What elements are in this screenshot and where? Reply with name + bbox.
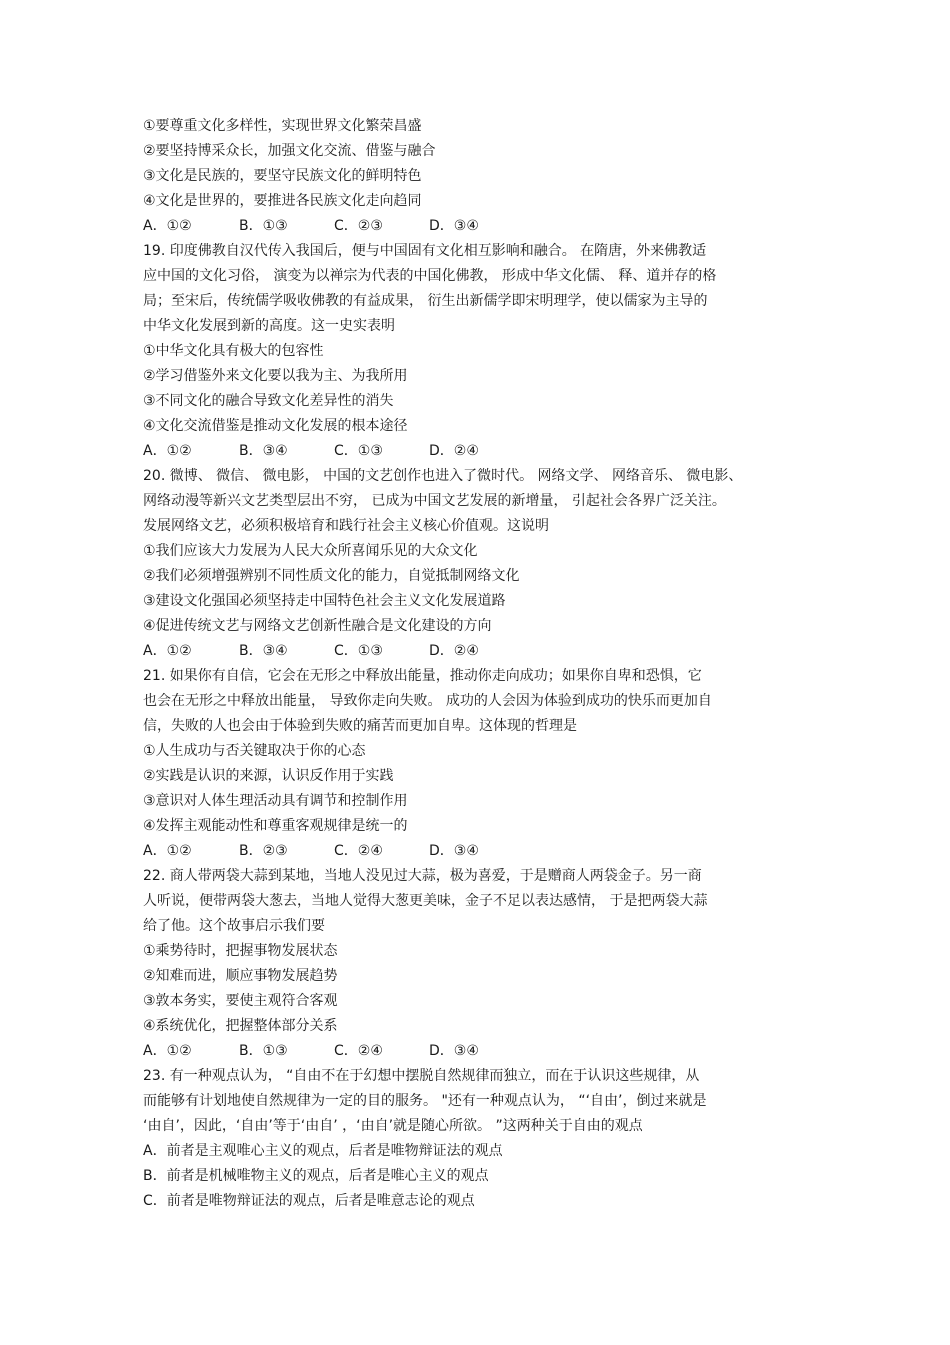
q19-option-d: D．②④	[429, 443, 479, 459]
q19-options	[143, 439, 823, 464]
q20-stem-line-3: 发展网络文艺，必须积极培育和践行社会主义核心价值观。这说明	[143, 518, 549, 534]
q18-option-a: A．①②	[143, 218, 192, 234]
q18-statement-2: ②要坚持博采众长，加强文化交流、借鉴与融合	[143, 143, 436, 159]
q21-statement-3: ③意识对人体生理活动具有调节和控制作用	[143, 793, 408, 809]
q19-option-a: A．①②	[143, 443, 192, 459]
q18-option-c: C．②③	[334, 218, 383, 234]
q21-option-a: A．①②	[143, 843, 192, 859]
q22-option-d: D．③④	[429, 1043, 479, 1059]
q22-options	[143, 1039, 823, 1064]
q19-statement-4: ④文化交流借鉴是推动文化发展的根本途径	[143, 418, 408, 434]
q21-statement-1: ①人生成功与否关键取决于你的心态	[143, 743, 366, 759]
q23-option-b: B．前者是机械唯物主义的观点，后者是唯心主义的观点	[143, 1168, 489, 1184]
q21-statement-4: ④发挥主观能动性和尊重客观规律是统一的	[143, 818, 408, 834]
q22-statement-3: ③敦本务实，要使主观符合客观	[143, 993, 338, 1009]
q21-option-b: B．②③	[239, 843, 288, 859]
q20-statement-1: ①我们应该大力发展为人民大众所喜闻乐见的大众文化	[143, 543, 478, 559]
q22-option-a: A．①②	[143, 1043, 192, 1059]
q19-statement-3: ③不同文化的融合导致文化差异性的消失	[143, 393, 394, 409]
q19-stem-line-1: 19. 印度佛教自汉代传入我国后，便与中国固有文化相互影响和融合。 在隋唐，外来佛教适	[143, 243, 707, 259]
q22-option-b: B．①③	[239, 1043, 288, 1059]
q19-option-c: C．①③	[334, 443, 383, 459]
q21-option-c: C．②④	[334, 843, 383, 859]
q19-option-b: B．③④	[239, 443, 288, 459]
q19-stem-line-2: 应中国的文化习俗， 演变为以禅宗为代表的中国化佛教， 形成中华文化儒、 释、道并存的格	[143, 268, 717, 284]
q22-statement-2: ②知难而进，顺应事物发展趋势	[143, 968, 338, 984]
q18-options	[143, 214, 823, 239]
page-content	[143, 114, 823, 1214]
q23-stem-line-1: 23. 有一种观点认为， “自由不在于幻想中摆脱自然规律而独立，而在于认识这些规律，从	[143, 1068, 700, 1084]
q21-stem-line-2: 也会在无形之中释放出能量， 导致你走向失败。 成功的人会因为体验到成功的快乐而更加自	[143, 693, 712, 709]
q21-option-d: D．③④	[429, 843, 479, 859]
q21-options	[143, 839, 823, 864]
q18-statement-4: ④文化是世界的，要推进各民族文化走向趋同	[143, 193, 422, 209]
q20-stem-line-2: 网络动漫等新兴文艺类型层出不穷， 已成为中国文艺发展的新增量， 引起社会各界广泛关注。	[143, 493, 726, 509]
q21-stem-line-3: 信，失败的人也会由于体验到失败的痛苦而更加自卑。这体现的哲理是	[143, 718, 577, 734]
q22-stem-line-2: 人听说，便带两袋大葱去，当地人觉得大葱更美味，金子不足以表达感情， 于是把两袋大蒜	[143, 893, 708, 909]
q22-statement-1: ①乘势待时，把握事物发展状态	[143, 943, 338, 959]
q19-statement-2: ②学习借鉴外来文化要以我为主、为我所用	[143, 368, 408, 384]
q20-statement-2: ②我们必须增强辨别不同性质文化的能力，自觉抵制网络文化	[143, 568, 520, 584]
q20-option-d: D．②④	[429, 643, 479, 659]
q19-stem-line-3: 局；至宋后，传统儒学吸收佛教的有益成果， 衍生出新儒学即宋明理学，使以儒家为主导的	[143, 293, 708, 309]
q22-option-c: C．②④	[334, 1043, 383, 1059]
q18-option-b: B．①③	[239, 218, 288, 234]
q19-stem-line-4: 中华文化发展到新的高度。这一史实表明	[143, 318, 395, 334]
q20-option-b: B．③④	[239, 643, 288, 659]
q20-stem-line-1: 20. 微博、 微信、 微电影， 中国的文艺创作也进入了微时代。 网络文学、 网络音乐、 微电影、	[143, 468, 743, 484]
q22-stem-line-1: 22. 商人带两袋大蒜到某地，当地人没见过大蒜，极为喜爱，于是赠商人两袋金子。另一商	[143, 868, 702, 884]
q19-statement-1: ①中华文化具有极大的包容性	[143, 343, 324, 359]
q23-option-c: C．前者是唯物辩证法的观点，后者是唯意志论的观点	[143, 1193, 475, 1209]
q23-option-a: A．前者是主观唯心主义的观点，后者是唯物辩证法的观点	[143, 1143, 503, 1159]
q23-stem-line-2: 而能够有计划地使自然规律为一定的目的服务。 "还有一种观点认为， “‘自由’，倒过来就是	[143, 1093, 707, 1109]
q22-statement-4: ④系统优化，把握整体部分关系	[143, 1018, 338, 1034]
q21-statement-2: ②实践是认识的来源，认识反作用于实践	[143, 768, 394, 784]
q20-options	[143, 639, 823, 664]
q18-statement-1: ①要尊重文化多样性，实现世界文化繁荣昌盛	[143, 118, 422, 134]
q20-statement-4: ④促进传统文艺与网络文艺创新性融合是文化建设的方向	[143, 618, 492, 634]
q21-stem-line-1: 21. 如果你有自信，它会在无形之中释放出能量，推动你走向成功；如果你自卑和恐惧，它	[143, 668, 702, 684]
q23-stem-line-3: ‘由自’，因此，‘自由’等于‘由自’ ，‘由自’就是随心所欲。 ”这两种关于自由的观点	[143, 1118, 643, 1134]
q20-statement-3: ③建设文化强国必须坚持走中国特色社会主义文化发展道路	[143, 593, 506, 609]
q20-option-c: C．①③	[334, 643, 383, 659]
q18-statement-3: ③文化是民族的，要坚守民族文化的鲜明特色	[143, 168, 422, 184]
q20-option-a: A．①②	[143, 643, 192, 659]
q22-stem-line-3: 给了他。这个故事启示我们要	[143, 918, 325, 934]
q18-option-d: D．③④	[429, 218, 479, 234]
